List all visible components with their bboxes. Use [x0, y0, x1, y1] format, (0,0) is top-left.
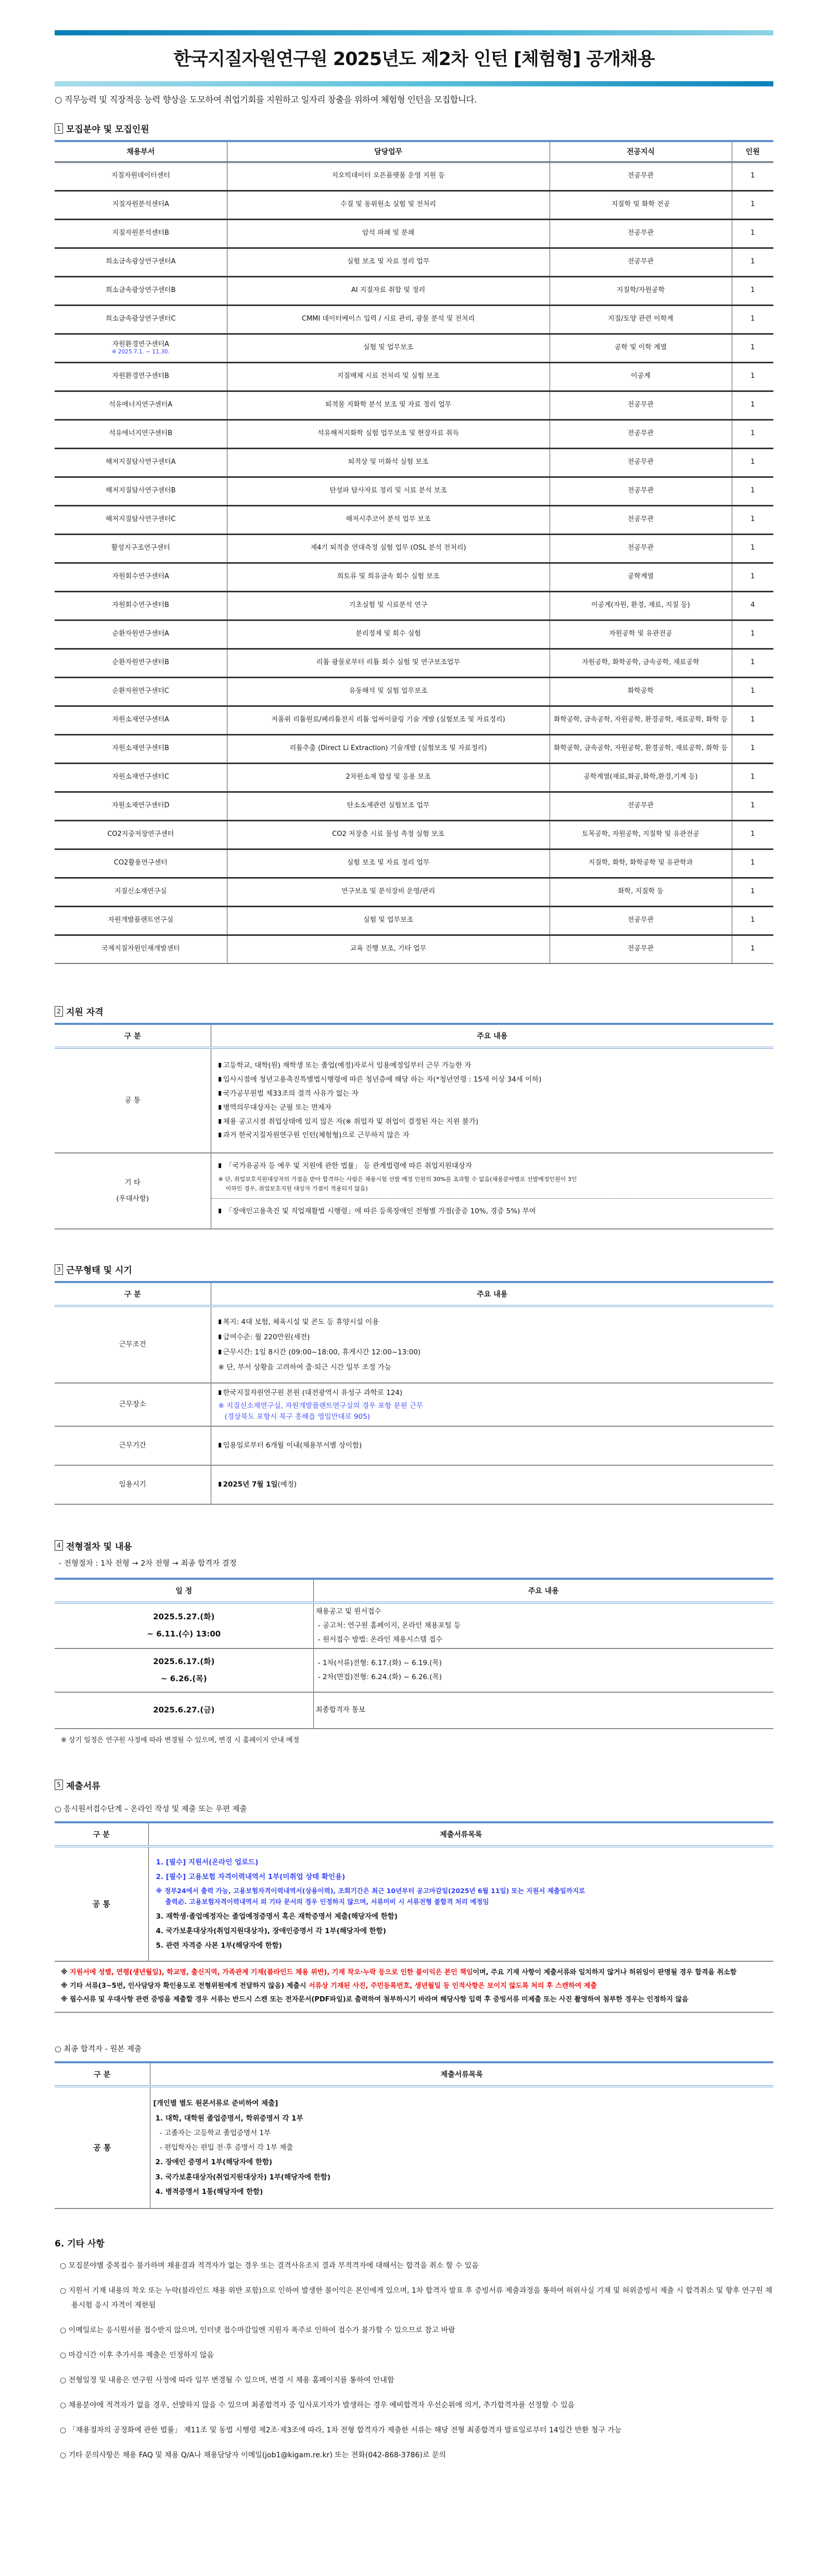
- stage2-items: [154, 2113, 771, 2198]
- cell-dept: CO2지중저장연구센터: [55, 820, 227, 849]
- stage2-header-note: [개인별 별도 원본서류로 준비하여 제출]: [153, 2099, 278, 2108]
- bullet-icon: [219, 1209, 221, 1213]
- cell-dept: 지질신소재연구실: [55, 878, 227, 906]
- cell-date: 2025.6.17.(화) ~ 6.26.(목): [55, 1648, 313, 1692]
- qualification-item: 채용 공고시점 취업상태에 있지 않은 자(※ 취업자 및 취업이 결정된 자는 지원 불가): [219, 1118, 767, 1126]
- place-note: ※ 지질신소재연구실, 자원개발플랜트연구실의 경우 포항 분원 근무: [218, 1402, 423, 1411]
- title-top-bar: [55, 30, 773, 35]
- cell-content: - 1차(서류)전형: 6.17.(화) ~ 6.19.(목) - 2차(면접)전형: 6.24.(화) ~ 6.26.(목): [313, 1648, 773, 1692]
- cell-count: 4: [732, 591, 773, 620]
- table-row: [55, 792, 773, 820]
- cell-dept: 자원환경연구센터A ※ 2025.7.1. ~ 11.30.: [55, 334, 227, 362]
- cell-dept: 국제지질자원인재개발센터: [55, 935, 227, 963]
- cell-major: 공학 및 이학 계열: [550, 334, 732, 362]
- cell-dept: 자원소재연구센터B: [55, 734, 227, 763]
- table-row: [55, 591, 773, 620]
- cell-dept: 자원소재연구센터D: [55, 792, 227, 820]
- cell-count: 1: [732, 391, 773, 420]
- table-row: [55, 906, 773, 935]
- cell-dept: 순환자원연구센터A: [55, 620, 227, 649]
- doc-note-2: 출력必. 고용보험자격이력내역서 외 기타 문서의 경우 인정하지 않으며, 서류미비 시 서류전형 불합격 처리 예정임: [165, 1897, 489, 1906]
- cell-dept: 희소금속광상연구센터C: [55, 305, 227, 334]
- cell-task: 실험 및 업무보조: [227, 906, 550, 935]
- place-content: 한국지질자원연구원 본원 (대전광역시 유성구 과학로 124) ※ 지질신소재연구실, 자원개발플랜트연구실의 경우 포항 분원 근무 (경상북도 포항시 북구 흥해읍 영일만대로 905): [211, 1383, 773, 1426]
- cell-dept: 활성지구조연구센터: [55, 534, 227, 563]
- doc-note-1: ※ 정부24에서 출력 가능, 고용보험자격이력내역서(상용이력), 조회기간은 최근 10년부터 공고마감일(2025년 6월 11일) 또는 지원서 제출일까지로: [156, 1887, 585, 1895]
- misc-note: ○ 기타 문의사항은 채용 FAQ 및 채용 Q/A나 채용담당자 이메일(job1@kigam.re.kr) 또는 전화(042-868-3786)로 문의: [60, 2451, 446, 2460]
- cell-count: 1: [732, 334, 773, 362]
- table-row-common: [55, 1048, 773, 1153]
- cell-task: 암석 파쇄 및 분쇄: [227, 219, 550, 248]
- doc-item-3: 3. 재학생·졸업예정자는 졸업예정증명서 혹은 재학증명서 제출(해당자에 한함): [156, 1912, 398, 1921]
- warning-1: ※ 지원서에 성별, 연령(생년월일), 학교명, 출신지역, 가족관계 기재(블라인드 채용 위반), 기재 착오·누락 등으로 인한 불이익은 본인 책임이며, 주요 기재 사항이 제출서류와 일치하지 않거나 허위임이 판명될 경우 합격을 취소함: [61, 1969, 737, 1977]
- documents-warnings: [55, 1962, 773, 2013]
- section-number-box: 1: [55, 123, 63, 134]
- header-category: 구 분: [55, 1024, 211, 1048]
- cell-task: CO2 저장층 시료 물성 측정 실험 보조: [227, 820, 550, 849]
- table-row-common: [55, 1846, 773, 1962]
- dept-period-note: ※ 2025.7.1. ~ 11.30.: [111, 348, 170, 355]
- doc-item-required-1: 1. [필수] 지원서(온라인 업로드): [156, 1858, 259, 1867]
- cell-count: 1: [732, 935, 773, 963]
- start-content: 2025년 7월 1일(예정): [211, 1465, 773, 1504]
- cell-task: 실험 및 업무보조: [227, 334, 550, 362]
- table-row-place: [55, 1383, 773, 1426]
- cell-task: 기초실험 및 시료분석 연구: [227, 591, 550, 620]
- documents-table-stage1: [55, 1821, 773, 1962]
- other-label: 기 타: [124, 1178, 141, 1187]
- cell-dept: 지질자원데이터센터: [55, 162, 227, 191]
- stage1-doc-list: [148, 1846, 773, 1962]
- section-number-box: 5: [55, 1780, 63, 1790]
- cell-dept: 석유에너지연구센터A: [55, 391, 227, 420]
- cell-major: 전공무관: [550, 248, 732, 276]
- table-header-row: [55, 1822, 773, 1846]
- cell-count: 1: [732, 820, 773, 849]
- table-header-row: [55, 1579, 773, 1603]
- table-row: [55, 849, 773, 878]
- cell-major: 지질학 및 화학 전공: [550, 191, 732, 219]
- table-row-other: [55, 1153, 773, 1229]
- qualification-item: 국가공무원법 제33조의 결격 사유가 없는 자: [219, 1089, 767, 1098]
- table-row: [55, 820, 773, 849]
- header-content: 주요 내용: [211, 1024, 773, 1048]
- table-row: [55, 448, 773, 477]
- table-row: [55, 649, 773, 677]
- table-row: [55, 706, 773, 734]
- cell-task: AI 지질자료 취합 및 정리: [227, 276, 550, 305]
- schedule-row: [55, 1603, 773, 1648]
- cell-count: 1: [732, 191, 773, 219]
- table-row: [55, 219, 773, 248]
- cell-task: 리튬 광물로부터 리튬 회수 실험 및 연구보조업무: [227, 649, 550, 677]
- cell-count: 1: [732, 219, 773, 248]
- cell-content: 최종합격자 통보: [313, 1692, 773, 1729]
- bullet-icon: [219, 1482, 221, 1487]
- doc-item: 2. 장애인 증명서 1부(해당자에 한함): [155, 2158, 273, 2167]
- cell-major: 전공무관: [550, 162, 732, 191]
- cell-task: CMMI 데이터베이스 입력 / 시료 관리, 광물 분석 및 전처리: [227, 305, 550, 334]
- doc-item: 4. 병적증명서 1통(해당자에 한함): [155, 2187, 263, 2196]
- table-row: [55, 362, 773, 391]
- bullet-icon: [219, 1350, 221, 1354]
- recruitment-table: [55, 140, 773, 964]
- misc-note: ○ 모집분야별 중복접수 불가하며 채용결과 적격자가 없는 경우 또는 결격사유조치 결과 부적격자에 대해서는 합격을 취소 할 수 있음: [60, 2262, 479, 2270]
- cell-count: 1: [732, 162, 773, 191]
- header-category: 구 분: [55, 1822, 148, 1846]
- table-header-row: [55, 2062, 773, 2086]
- cell-count: 1: [732, 563, 773, 591]
- section-6-title: 6. 기타 사항: [55, 2239, 105, 2250]
- cell-dept: 석유에너지연구센터B: [55, 420, 227, 448]
- header-content: 주요 내용: [211, 1282, 773, 1306]
- cell-dept: 해저지질탐사연구센터C: [55, 505, 227, 534]
- row-label-other: [55, 1153, 211, 1229]
- row-label-period: 근무기간: [55, 1426, 211, 1465]
- cell-task: 석유해저지화학 실험 업무보조 및 현장자료 취득: [227, 420, 550, 448]
- cell-count: 1: [732, 878, 773, 906]
- schedule-row: [55, 1648, 773, 1692]
- cell-dept: 순환자원연구센터C: [55, 677, 227, 706]
- cell-count: 1: [732, 677, 773, 706]
- qualification-table: [55, 1023, 773, 1229]
- procedure-summary: - 전형절차 : 1차 전형 → 2차 전형 → 최종 합격자 결정: [59, 1559, 237, 1568]
- table-row-start: [55, 1465, 773, 1504]
- condition-note: ※ 단, 부서 상황을 고려하여 출·퇴근 시간 일부 조정 가능: [218, 1363, 391, 1372]
- cell-task: 탄성파 탐사자료 정리 및 시료 분석 보조: [227, 477, 550, 505]
- bullet-icon: [219, 1443, 221, 1448]
- recruitment-table-body: [55, 162, 773, 963]
- header-task: 담당업무: [227, 141, 550, 162]
- section-1-title: [55, 122, 773, 135]
- cell-dept: 자원회수연구센터A: [55, 563, 227, 591]
- misc-note: ○ 마감시간 이후 추가서류 제출은 인정하지 않음: [60, 2351, 214, 2360]
- cell-count: 1: [732, 362, 773, 391]
- table-row: [55, 878, 773, 906]
- title-bottom-bar: [55, 81, 773, 86]
- misc-note: ○ 지원서 기재 내용의 착오 또는 누락(블라인드 채용 위반 포함)으로 인하여 발생한 불이익은 본인에게 있으며, 1차 합격자 발표 후 증빙서류 제출과정을 통하여 허위사실 기재 및 허위증빙서 제출 시 합격취소 및 향후 연구원 채용시험 응시 자격이 제한됨: [60, 2287, 773, 2310]
- bullet-icon: [219, 1133, 221, 1137]
- cell-task: 교육 진행 보조, 기타 업무: [227, 935, 550, 963]
- cell-major: 화학공학, 금속공학, 자원공학, 환경공학, 재료공학, 화학 등: [550, 706, 732, 734]
- header-doc-list: 제출서류목록: [150, 2062, 773, 2086]
- cell-count: 1: [732, 305, 773, 334]
- cell-dept: 해저지질탐사연구센터B: [55, 477, 227, 505]
- section-3-label: 근무형태 및 시기: [66, 1265, 132, 1276]
- cell-count: 1: [732, 534, 773, 563]
- section-1-label: 모집분야 및 모집인원: [66, 124, 149, 135]
- section-4-label: 전형절차 및 내용: [66, 1541, 132, 1552]
- cell-dept: 자원환경연구센터B: [55, 362, 227, 391]
- schedule-row: [55, 1692, 773, 1729]
- cell-count: 1: [732, 906, 773, 935]
- cell-count: 1: [732, 477, 773, 505]
- schedule-table: [55, 1578, 773, 1729]
- cell-task: 리튬추출 (Direct Li Extraction) 기술개발 (실험보조 및 자료정리): [227, 734, 550, 763]
- table-row: [55, 935, 773, 963]
- table-row: [55, 305, 773, 334]
- doc-item-4: 4. 국가보훈대상자(취업지원대상자), 장애인증명서 각 1부(해당자에 한함): [156, 1926, 386, 1935]
- doc-item: - 고졸자는 고등학교 졸업증명서 1부: [157, 2128, 271, 2137]
- misc-note: ○ 전형일정 및 내용은 연구원 사정에 따라 일부 변경될 수 있으며, 변경 시 채용 홈페이지를 통하여 안내함: [60, 2376, 394, 2385]
- cell-major: 공학계열: [550, 563, 732, 591]
- cell-date: 2025.6.27.(금): [55, 1692, 313, 1729]
- page-title: 한국지질자원연구원 2025년도 제2차 인턴 [체험형] 공개채용: [173, 49, 655, 70]
- cell-count: 1: [732, 649, 773, 677]
- cell-dept: CO2활용연구센터: [55, 849, 227, 878]
- section-5-title: [55, 1779, 773, 1792]
- row-label-common: 공 통: [55, 1846, 148, 1962]
- section-2-title: [55, 1005, 773, 1018]
- table-row: [55, 677, 773, 706]
- header-schedule: 일 정: [55, 1579, 313, 1603]
- cell-count: 1: [732, 792, 773, 820]
- stage2-doc-list: [150, 2086, 773, 2209]
- cell-major: 전공무관: [550, 420, 732, 448]
- cell-task: 탄소소재관련 실험보조 업무: [227, 792, 550, 820]
- qualification-item: 고등학교, 대학(원) 재학생 또는 졸업(예정)자로서 임용예정일부터 근무 가능한 자: [219, 1061, 767, 1070]
- section-2-label: 지원 자격: [66, 1007, 104, 1018]
- cell-dept: 자원소재연구센터C: [55, 763, 227, 792]
- cell-dept: 희소금속광상연구센터A: [55, 248, 227, 276]
- cell-task: 희토류 및 희유금속 회수 실험 보조: [227, 563, 550, 591]
- condition-item: 근무시간: 1일 8시간 (09:00~18:00, 휴게시간 12:00~13:00): [219, 1348, 767, 1357]
- table-row: [55, 334, 773, 362]
- bullet-icon: [219, 1390, 221, 1395]
- doc-item-5: 5. 관련 자격증 사본 1부(해당자에 한함): [156, 1941, 282, 1950]
- section-number-box: 2: [55, 1006, 63, 1017]
- header-category: 구 분: [55, 1282, 211, 1306]
- section-5-label: 제출서류: [66, 1781, 100, 1792]
- table-row: [55, 191, 773, 219]
- cell-major: 자원공학 및 유관전공: [550, 620, 732, 649]
- cell-major: 전공무관: [550, 391, 732, 420]
- row-label-start: 임용시기: [55, 1465, 211, 1504]
- misc-note: ○ 이메일로는 응시원서를 접수받지 않으며, 인터넷 접수마감일엔 지원자 폭주로 인하여 접수가 불가할 수 있으므로 참고 바람: [60, 2326, 455, 2335]
- table-row: [55, 248, 773, 276]
- table-header-row: [55, 1282, 773, 1306]
- cell-major: 전공무관: [550, 219, 732, 248]
- section-number-box: 3: [55, 1264, 63, 1275]
- cell-count: 1: [732, 706, 773, 734]
- cell-task: 지오빅데이터 오픈플랫폼 운영 지원 등: [227, 162, 550, 191]
- bullet-icon: [219, 1319, 221, 1324]
- table-row: [55, 420, 773, 448]
- cell-dept: 자원개발플랜트연구실: [55, 906, 227, 935]
- bullet-icon: [219, 1335, 221, 1339]
- schedule-table-body: [55, 1603, 773, 1729]
- cell-major: 이공계: [550, 362, 732, 391]
- table-row-common: [55, 2086, 773, 2209]
- bullet-icon: [219, 1119, 221, 1124]
- cell-major: 지질/토양 관련 이학계: [550, 305, 732, 334]
- doc-item: 3. 국가보훈대상자(취업지원대상자) 1부(해당자에 한함): [155, 2173, 331, 2181]
- table-row: [55, 620, 773, 649]
- cell-count: 1: [732, 734, 773, 763]
- cell-major: 이공계(자원, 환경, 재료, 지질 등): [550, 591, 732, 620]
- misc-note: ○ 채용분야에 적격자가 없을 경우, 선발하지 않을 수 있으며 최종합격자 중 입사포기자가 발생하는 경우 예비합격자 우선순위에 의거, 추가합격자를 선정할 수 있음: [60, 2401, 575, 2410]
- cell-task: 저품위 리튬원료/폐리튬전지 리튬 업싸이클링 기술 개발 (실험보조 및 자료정리): [227, 706, 550, 734]
- row-label-conditions: 근무조건: [55, 1306, 211, 1383]
- condition-item: 급여수준: 월 220만원(세전): [219, 1333, 767, 1342]
- stage1-label: ○ 응시원서접수단계 – 온라인 작성 및 제출 또는 우편 제출: [55, 1805, 247, 1813]
- cell-count: 1: [732, 276, 773, 305]
- misc-notes: [55, 2258, 773, 2463]
- cell-task: 퇴적물 지화학 분석 보조 및 자료 정리 업무: [227, 391, 550, 420]
- header-category: 구 분: [55, 2062, 150, 2086]
- doc-item-required-2: 2. [필수] 고용보험 자격이력내역서 1부(미취업 상태 확인용): [156, 1873, 346, 1882]
- warning-2: ※ 기타 서류(3~5번, 인사담당자 확인용도로 전형위원에게 전달하지 않음) 제출시 서류상 기재된 사진, 주민등록번호, 생년월일 등 인적사항은 보이지 않도록 처리 후 스캔하여 제출: [61, 1982, 597, 1990]
- cell-major: 전공무관: [550, 906, 732, 935]
- qualification-item: 입사시점에 청년고용촉진특별법시행령에 따른 청년층에 해당 하는 자(*청년연령 : 15세 이상 34세 이하): [219, 1075, 767, 1084]
- table-header-row: [55, 141, 773, 162]
- preference-content: [211, 1153, 773, 1229]
- doc-item: 1. 대학, 대학원 졸업증명서, 학위증명서 각 1부: [155, 2114, 303, 2123]
- cell-count: 1: [732, 448, 773, 477]
- dotted-divider: [211, 1198, 774, 1199]
- preference-note: ※ 단, 취업보호지원대상자의 가점을 받아 합격하는 사람은 채용시험 선발 예정 인원의 30%를 초과할 수 없음(채용분야별로 선발예정인원이 3인 이하인 경우, 취업보호지원 대상자 가점이 적용되지 않음): [218, 1176, 577, 1192]
- cell-dept: 지질자원분석센터B: [55, 219, 227, 248]
- bullet-icon: [219, 1063, 221, 1068]
- cell-task: 지질매체 시료 전처리 및 실험 보조: [227, 362, 550, 391]
- cell-dept: 자원회수연구센터B: [55, 591, 227, 620]
- intro-text: ○ 직무능력 및 직장적응 능력 향상을 도모하여 취업기회를 지원하고 일자리 창출을 위하여 체험형 인턴을 모집합니다.: [55, 95, 477, 105]
- cell-major: 공학계열(재료,화공,화학,환경,기계 등): [550, 763, 732, 792]
- bullet-icon: [219, 1091, 221, 1096]
- cell-date: 2025.5.27.(화) ~ 6.11.(수) 13:00: [55, 1603, 313, 1648]
- header-count: 인원: [732, 141, 773, 162]
- cell-major: 전공무관: [550, 792, 732, 820]
- preference-label: (우대사항): [116, 1195, 149, 1203]
- bullet-icon: [219, 1163, 221, 1168]
- cell-task: 제4기 퇴적층 연대측정 실험 업무 (OSL 분석 전처리): [227, 534, 550, 563]
- cell-task: 실험 보조 및 자료 정리 업무: [227, 849, 550, 878]
- cell-major: 전공무관: [550, 935, 732, 963]
- table-row: [55, 162, 773, 191]
- cell-dept: 자원소재연구센터A: [55, 706, 227, 734]
- cell-major: 지질학, 화학, 화학공학 및 유관학과: [550, 849, 732, 878]
- cell-task: 2차원소재 합성 및 응용 보조: [227, 763, 550, 792]
- cell-major: 화학공학: [550, 677, 732, 706]
- cell-major: 전공무관: [550, 505, 732, 534]
- misc-note: ○ 「채용절차의 공정화에 관한 법률」 제11조 및 동법 시행령 제2조·제3조에 따라, 1차 전형 합격자가 제출한 서류는 해당 전형 최종합격자 발표일로부터 14일간 반환 청구 가능: [60, 2426, 622, 2435]
- table-row: [55, 734, 773, 763]
- common-qualifications: [211, 1048, 773, 1153]
- cell-count: 1: [732, 620, 773, 649]
- header-content: 주요 내용: [313, 1579, 773, 1603]
- cell-major: 지질학/자원공학: [550, 276, 732, 305]
- cell-task: 유동해석 및 실험 업무보조: [227, 677, 550, 706]
- cell-count: 1: [732, 248, 773, 276]
- cell-count: 1: [732, 763, 773, 792]
- table-row: [55, 505, 773, 534]
- conditions-content: [211, 1306, 773, 1383]
- cell-major: 토목공학, 자원공학, 지질학 및 유관전공: [550, 820, 732, 849]
- qualification-item: 병역의무대상자는 군필 또는 면제자: [219, 1103, 767, 1112]
- cell-content: 채용공고 및 원서접수 - 공고처: 연구원 홈페이지, 온라인 채용포털 등 - 원서접수 방법: 온라인 채용시스템 접수: [313, 1603, 773, 1648]
- cell-major: 전공무관: [550, 448, 732, 477]
- header-doc-list: 제출서류목록: [148, 1822, 773, 1846]
- cell-task: 해저시추코어 분석 업무 보조: [227, 505, 550, 534]
- section-number-box: 4: [55, 1540, 63, 1551]
- doc-item: - 편입학자는 편입 전·후 증명서 각 1부 제출: [157, 2143, 294, 2152]
- header-dept: 채용부서: [55, 141, 227, 162]
- cell-count: 1: [732, 505, 773, 534]
- section-4-title: [55, 1539, 773, 1552]
- condition-item: 복지: 4대 보험, 체육시설 및 콘도 등 휴양시설 이용: [219, 1318, 767, 1327]
- stage2-label: ○ 최종 합격자 - 원본 제출: [55, 2045, 142, 2054]
- warning-3: ※ 필수서류 및 우대사항 관련 증빙을 제출할 경우 서류는 반드시 스캔 또는 전자문서(PDF파일)로 출력하여 첨부하시기 바라며 해당사항 입력 후 증빙서류 미제출 또는 사진 촬영하여 첨부한 경우는 인정하지 않음: [61, 1996, 689, 2004]
- cell-task: 퇴적상 및 미화석 실험 보조: [227, 448, 550, 477]
- preference-item-2: 「장애인고용촉진 및 직업재활법 시행령」에 따른 등록장애인 전형별 가점(중증 10%, 경증 5%) 부여: [219, 1207, 767, 1216]
- cell-task: 실험 보조 및 자료 정리 업무: [227, 248, 550, 276]
- table-row: [55, 276, 773, 305]
- place-note-address: (경상북도 포항시 북구 흥해읍 영일만대로 905): [224, 1412, 370, 1421]
- table-row-period: [55, 1426, 773, 1465]
- cell-dept: 해저지질탐사연구센터A: [55, 448, 227, 477]
- cell-dept: 지질자원분석센터A: [55, 191, 227, 219]
- table-row: [55, 763, 773, 792]
- bullet-icon: [219, 1105, 221, 1110]
- documents-table-stage2: [55, 2061, 773, 2209]
- header-major: 전공지식: [550, 141, 732, 162]
- work-conditions-table: [55, 1281, 773, 1505]
- cell-task: 연구보조 및 분석장비 운영/관리: [227, 878, 550, 906]
- row-label-common: 공 통: [55, 2086, 150, 2209]
- cell-dept: 희소금속광상연구센터B: [55, 276, 227, 305]
- cell-task: 분리정제 및 회수 실험: [227, 620, 550, 649]
- table-row: [55, 477, 773, 505]
- table-row: [55, 391, 773, 420]
- table-row-conditions: [55, 1306, 773, 1383]
- cell-major: 자원공학, 화학공학, 금속공학, 재료공학: [550, 649, 732, 677]
- cell-major: 화학, 지질학 등: [550, 878, 732, 906]
- cell-major: 전공무관: [550, 477, 732, 505]
- cell-major: 전공무관: [550, 534, 732, 563]
- row-label-common: 공 통: [55, 1048, 211, 1153]
- table-row: [55, 534, 773, 563]
- period-content: 임용일로부터 6개월 이내(채용부서별 상이함): [211, 1426, 773, 1465]
- table-header-row: [55, 1024, 773, 1048]
- qualification-item: 과거 한국지질자원연구원 인턴(체험형)으로 근무하지 않은 자: [219, 1131, 767, 1140]
- cell-major: 화학공학, 금속공학, 자원공학, 환경공학, 재료공학, 화학 등: [550, 734, 732, 763]
- cell-count: 1: [732, 849, 773, 878]
- schedule-note: ※ 상기 일정은 연구원 사정에 따라 변경될 수 있으며, 변경 시 홈페이지 안내 예정: [61, 1736, 300, 1744]
- cell-task: 수질 및 동위원소 실험 및 전처리: [227, 191, 550, 219]
- preference-item-1: 「국가유공자 등 예우 및 지원에 관한 법률」 등 관계법령에 따른 취업지원대상자: [219, 1162, 767, 1171]
- cell-dept: 순환자원연구센터B: [55, 649, 227, 677]
- table-row: [55, 563, 773, 591]
- row-label-place: 근무장소: [55, 1383, 211, 1426]
- cell-count: 1: [732, 420, 773, 448]
- bullet-icon: [219, 1077, 221, 1082]
- section-3-title: [55, 1263, 773, 1276]
